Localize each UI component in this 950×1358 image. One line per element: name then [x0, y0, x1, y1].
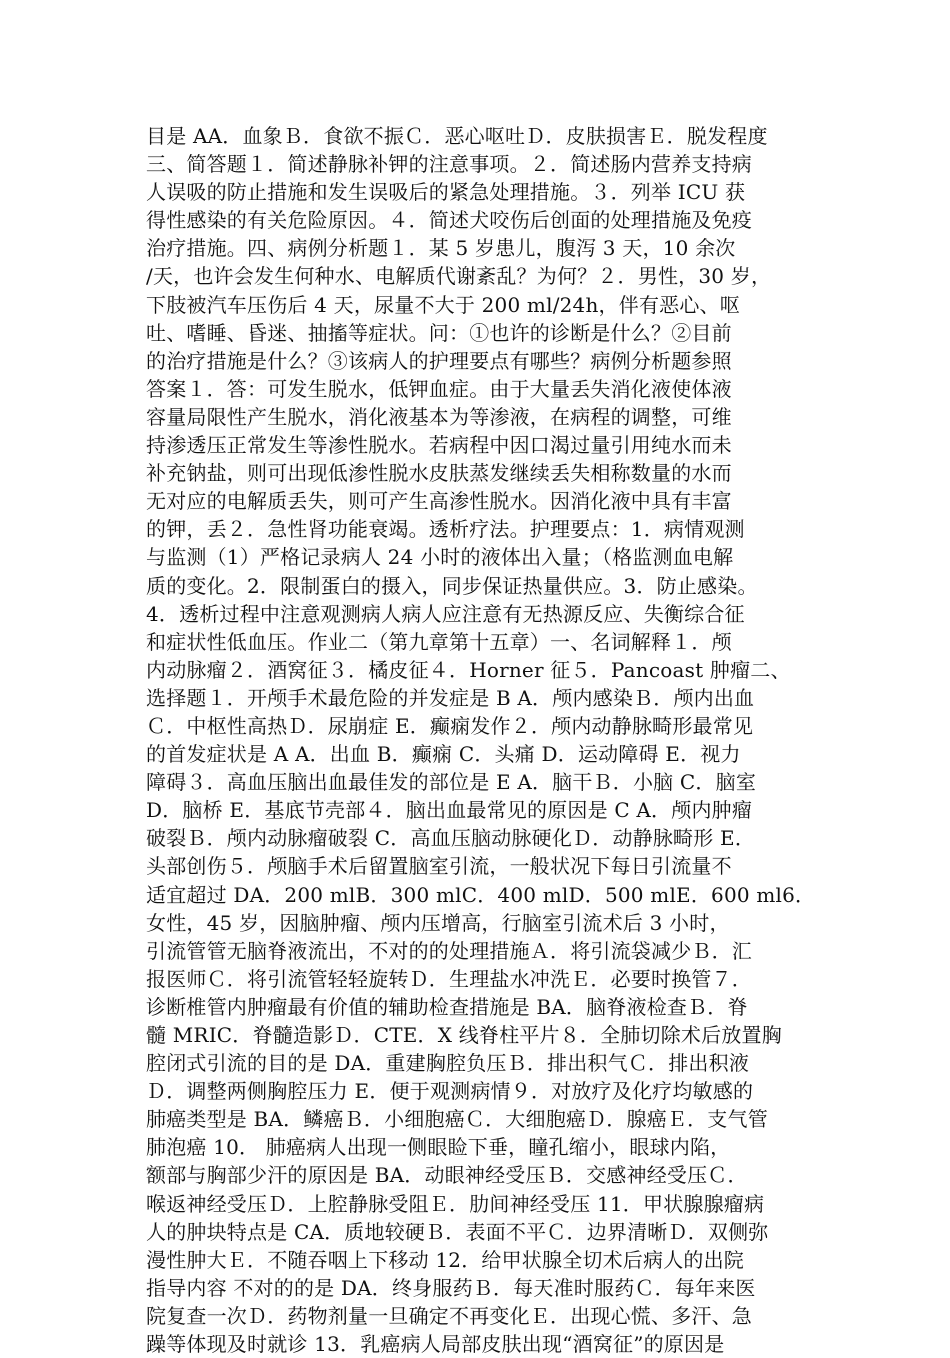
text-line: 女性，45 岁，因脑肿瘤、颅内压增高，行脑室引流术后 3 小时， [146, 910, 730, 935]
text-line: 无对应的电解质丢失，则可产生高渗性脱水。因消化液中具有丰富 [146, 489, 732, 514]
text-line: 目是 AA．血象Ｂ．食欲不振Ｃ．恶心呕吐Ｄ．皮肤损害Ｅ．脱发程度 [146, 124, 768, 148]
text-line: 人误吸的防止措施和发生误吸后的紧急处理措施。３．列举 ICU 获 [146, 180, 746, 205]
text-line: 下肢被汽车压伤后 4 天，尿量不大于 200 ml/24h，伴有恶心、呕 [146, 292, 740, 317]
text-line: 破裂Ｂ．颅内动脉瘤破裂 C．高血压脑动脉硬化Ｄ．动静脉畸形 E． [146, 826, 756, 851]
text-line: 漫性肿大Ｅ．不随吞咽上下移动 12．给甲状腺全切术后病人的出院 [146, 1247, 745, 1272]
text-line: 的首发症状是 A A．出血 B．癫痫 C．头痛 D．运动障碍 E．视力 [146, 742, 741, 767]
text-line: 肺癌类型是 BA．鳞癌Ｂ．小细胞癌Ｃ．大细胞癌Ｄ．腺癌Ｅ．支气管 [146, 1107, 768, 1132]
text-line: 选择题１．开颅手术最危险的并发症是 B A．颅内感染Ｂ．颅内出血 [146, 685, 755, 710]
text-line: 和症状性低血压。作业二（第九章第十五章）一、名词解释１．颅 [146, 629, 732, 654]
text-line: 治疗措施。四、病例分析题１．某 5 岁患儿，腹泻 3 天，10 余次 [146, 236, 736, 261]
text-line: 腔闭式引流的目的是 DA．重建胸腔负压Ｂ．排出积气Ｃ．排出积液 [146, 1051, 750, 1076]
text-line: 诊断椎管内肿瘤最有价值的辅助检查措施是 BA．脑脊液检查Ｂ．脊 [146, 994, 748, 1019]
text-line: 持渗透压正常发生等渗性脱水。若病程中因口渴过量引用纯水而未 [146, 433, 732, 458]
text-line: 人的肿块特点是 CA．质地较硬Ｂ．表面不平Ｃ．边界清晰Ｄ．双侧弥 [146, 1219, 769, 1244]
text-line: 头部创伤５．颅脑手术后留置脑室引流，一般状况下每日引流量不 [146, 854, 732, 879]
text-line: D．脑桥 E．基底节壳部４．脑出血最常见的原因是 C A．颅内肿瘤 [146, 798, 753, 823]
text-line: 质的变化。2．限制蛋白的摄入，同步保证热量供应。3．防止感染。 [146, 573, 758, 598]
text-line: Ｃ．中枢性高热Ｄ．尿崩症 E．癫痫发作２．颅内动静脉畸形最常见 [146, 713, 754, 738]
text-line: 的治疗措施是什么？③该病人的护理要点有哪些？病例分析题参照 [146, 348, 732, 373]
text-line: 得性感染的有关危险原因。４．简述犬咬伤后创面的处理措施及免疫 [146, 208, 752, 233]
text-line: 额部与胸部少汗的原因是 BA．动眼神经受压Ｂ．交感神经受压Ｃ． [146, 1163, 748, 1188]
text-line: 容量局限性产生脱水，消化液基本为等渗液，在病程的调整，可维 [146, 404, 732, 429]
text-line: 4．透析过程中注意观测病人病人应注意有无热源反应、失衡综合征 [146, 601, 745, 626]
text-line: 报医师Ｃ．将引流管轻轻旋转Ｄ．生理盐水冲洗Ｅ．必要时换管７． [146, 966, 752, 991]
text-line: 适宜超过 DA．200 mlB．300 mlC．400 mlD．500 mlE．600 ml6． [146, 882, 816, 907]
text-line: 指导内容 不对的的是 DA．终身服药Ｂ．每天准时服药Ｃ．每年来医 [146, 1275, 756, 1300]
document-body [146, 122, 836, 1358]
text-line: 答案１．答：可发生脱水，低钾血症。由于大量丢失消化液使体液 [146, 376, 732, 401]
text-line: /天，也许会发生何种水、电解质代谢紊乱？为何？２．男性，30 岁， [146, 264, 772, 289]
text-line: 障碍３．高血压脑出血最佳发的部位是 E A．脑干Ｂ．小脑 C．脑室 [146, 770, 757, 795]
text-line: 肺泡癌 10． 肺癌病人出现一侧眼睑下垂，瞳孔缩小，眼球内陷， [146, 1135, 731, 1160]
text-line: 补充钠盐，则可出现低渗性脱水皮肤蒸发继续丢失相称数量的水而 [146, 461, 732, 486]
text-line: Ｄ．调整两侧胸腔压力 E．便于观测病情９．对放疗及化疗均敏感的 [146, 1079, 754, 1104]
text-line: 院复查一次Ｄ．药物剂量一旦确定不再变化Ｅ．出现心慌、多汗、急 [146, 1303, 752, 1328]
text-line: 的钾，丢２．急性肾功能衰竭。透析疗法。护理要点：1．病情观测 [146, 517, 745, 542]
text-line: 内动脉瘤２．酒窝征３．橘皮征４．Horner 征５．Pancoast 肿瘤二、 [146, 657, 791, 682]
text-line: 引流管管无脑脊液流出，不对的的处理措施Ａ．将引流袋减少Ｂ．汇 [146, 938, 752, 963]
text-line: 三、简答题１．简述静脉补钾的注意事项。２．简述肠内营养支持病 [146, 152, 752, 177]
text-line: 与监测（1）严格记录病人 24 小时的液体出入量；（格监测血电解 [146, 545, 734, 570]
text-line: 喉返神经受压Ｄ．上腔静脉受阻Ｅ．肋间神经受压 11．甲状腺腺瘤病 [146, 1191, 765, 1216]
text-line: 躁等体现及时就诊 13．乳癌病人局部皮肤出现“酒窝征”的原因是 [146, 1332, 725, 1357]
text-line: 吐、嗜睡、昏迷、抽搐等症状。问：①也许的诊断是什么？②目前 [146, 320, 732, 345]
text-line: 髓 MRIC．脊髓造影Ｄ．CTE．X 线脊柱平片８．全肺切除术后放置胸 [146, 1023, 782, 1047]
